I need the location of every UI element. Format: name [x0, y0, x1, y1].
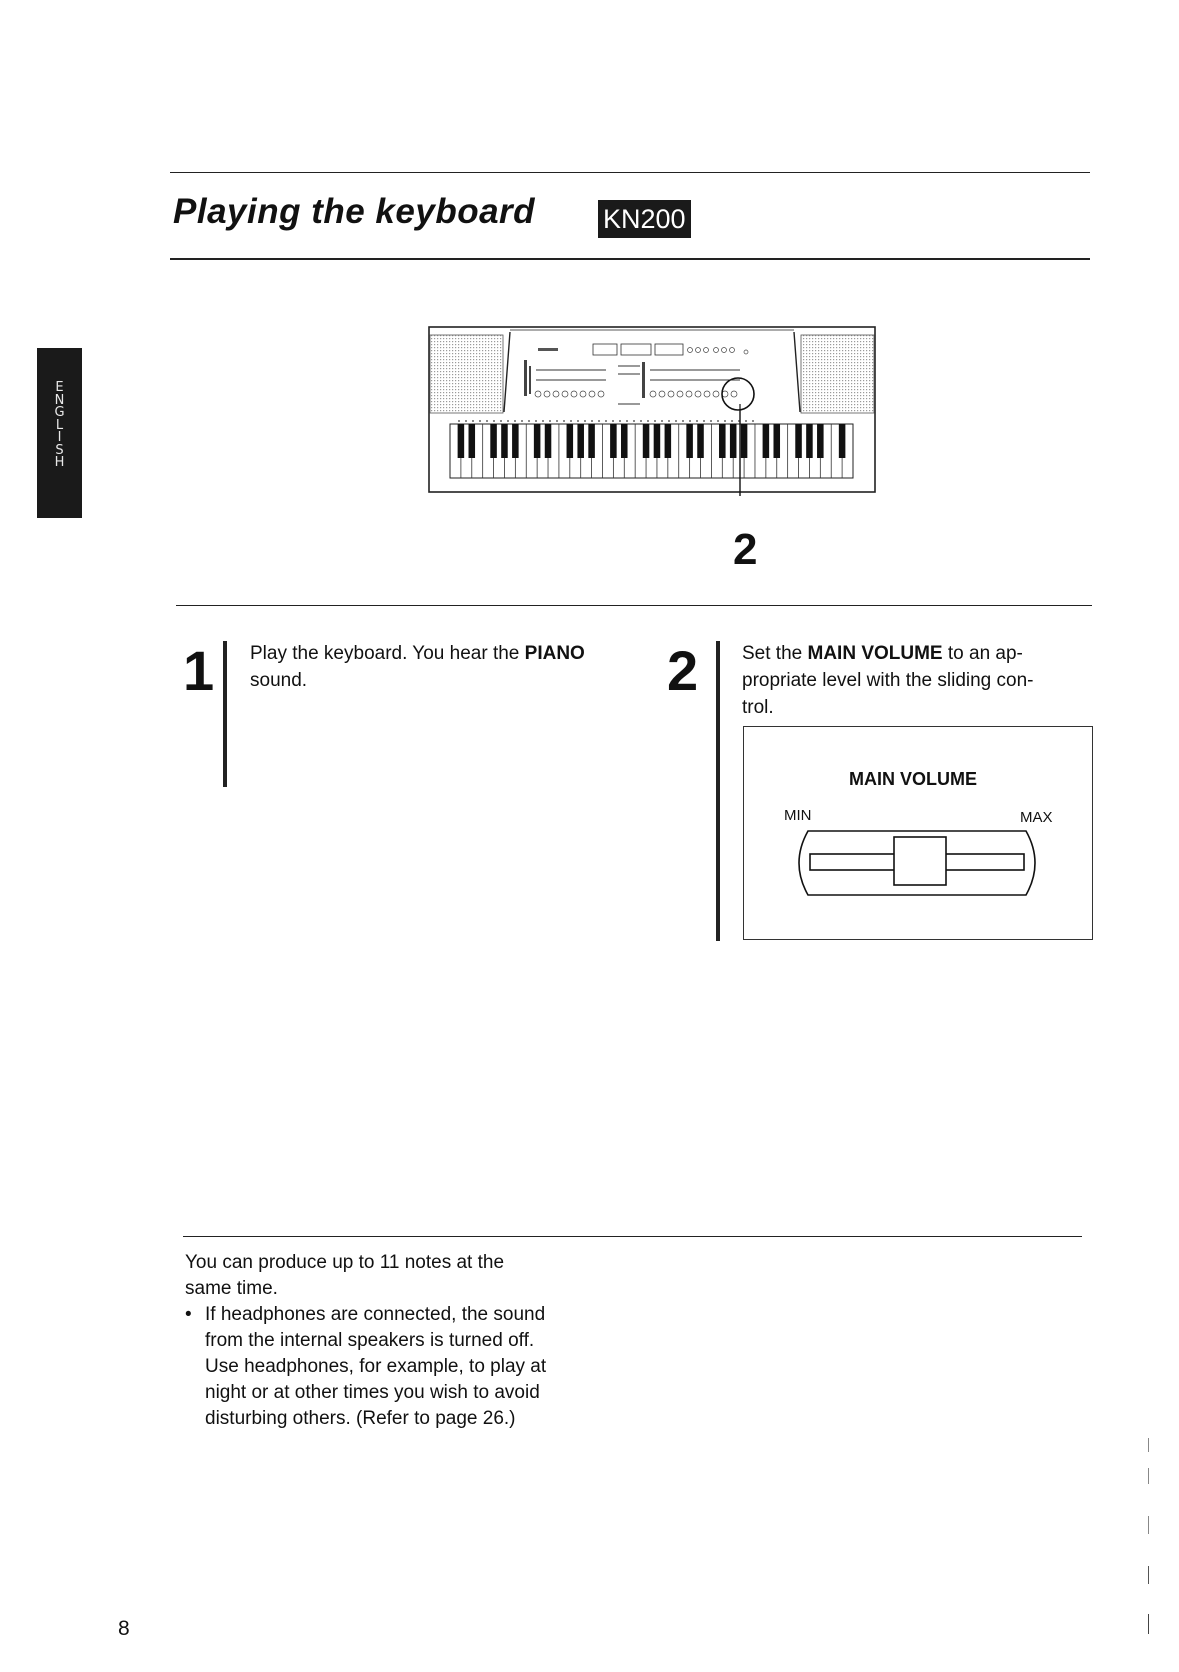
black-key	[719, 424, 726, 458]
step-2-text: Set the MAIN VOLUME to an ap- propriate level with the sliding con- trol.	[742, 643, 1034, 718]
model-badge: KN200	[598, 200, 691, 238]
black-key	[697, 424, 704, 458]
header-top-rule	[170, 172, 1090, 173]
black-key	[534, 424, 541, 458]
black-key	[458, 424, 465, 458]
language-tab-letters	[37, 382, 82, 470]
black-key	[665, 424, 672, 458]
tab-letter: S	[55, 442, 64, 458]
notes-top-rule	[183, 1236, 1082, 1237]
tab-letter: I	[57, 430, 62, 445]
black-key	[610, 424, 617, 458]
language-tab	[37, 348, 82, 518]
tab-letter: N	[54, 392, 65, 408]
black-key	[545, 424, 552, 458]
main-volume-diagram	[743, 726, 1093, 940]
black-key	[806, 424, 813, 458]
black-key	[654, 424, 661, 458]
margin-mark	[1148, 1614, 1149, 1634]
margin-mark	[1148, 1516, 1149, 1534]
margin-mark	[1148, 1468, 1149, 1484]
black-key	[643, 424, 650, 458]
black-key	[469, 424, 476, 458]
margin-mark	[1148, 1566, 1149, 1584]
list-item: • If headphones are connected, the sound from the internal speakers is turned off. Use headphones, for example, to play at night or at other times you wish to avoid disturbing others. (Refer to page 26.)	[185, 1302, 605, 1432]
step-1-bar	[223, 641, 227, 787]
black-key	[577, 424, 584, 458]
callout-number: 2	[733, 525, 758, 574]
black-key	[588, 424, 595, 458]
max-label: MAX	[1020, 809, 1053, 826]
steps-top-rule	[176, 605, 1092, 606]
black-key	[795, 424, 802, 458]
tab-letter: E	[55, 380, 64, 395]
black-key	[763, 424, 770, 458]
min-label: MIN	[784, 807, 812, 824]
page-number: 8	[118, 1617, 130, 1640]
main-volume-title: MAIN VOLUME	[849, 769, 977, 789]
keyboard-illustration	[428, 326, 876, 496]
black-key	[490, 424, 497, 458]
black-key	[773, 424, 780, 458]
notes-paragraph: You can produce up to 11 notes at the same time.	[185, 1252, 505, 1299]
slider-knob	[894, 837, 946, 885]
black-key	[817, 424, 824, 458]
keyboard-keys-area	[450, 424, 853, 478]
black-key	[512, 424, 519, 458]
step-2-number: 2	[667, 639, 699, 702]
notes-bullet-list	[185, 1302, 605, 1432]
black-key	[741, 424, 748, 458]
tab-letter: L	[55, 417, 64, 433]
black-key	[501, 424, 508, 458]
right-speaker-grille	[801, 335, 874, 413]
black-key	[621, 424, 628, 458]
header-bottom-rule	[170, 258, 1090, 260]
black-key	[567, 424, 574, 458]
left-speaker-grille	[430, 335, 503, 413]
notes-block	[185, 1250, 605, 1432]
step-2-bar	[716, 641, 720, 941]
step-1-text: Play the keyboard. You hear the PIANO sound.	[250, 643, 585, 691]
page-title: Playing the keyboard	[173, 192, 536, 231]
black-key	[686, 424, 693, 458]
margin-mark	[1148, 1438, 1149, 1452]
tab-letter: H	[54, 455, 65, 470]
step-1-number: 1	[183, 639, 215, 702]
black-key	[839, 424, 846, 458]
black-key	[730, 424, 737, 458]
tab-letter: G	[54, 405, 65, 420]
volume-slider	[782, 827, 1052, 899]
